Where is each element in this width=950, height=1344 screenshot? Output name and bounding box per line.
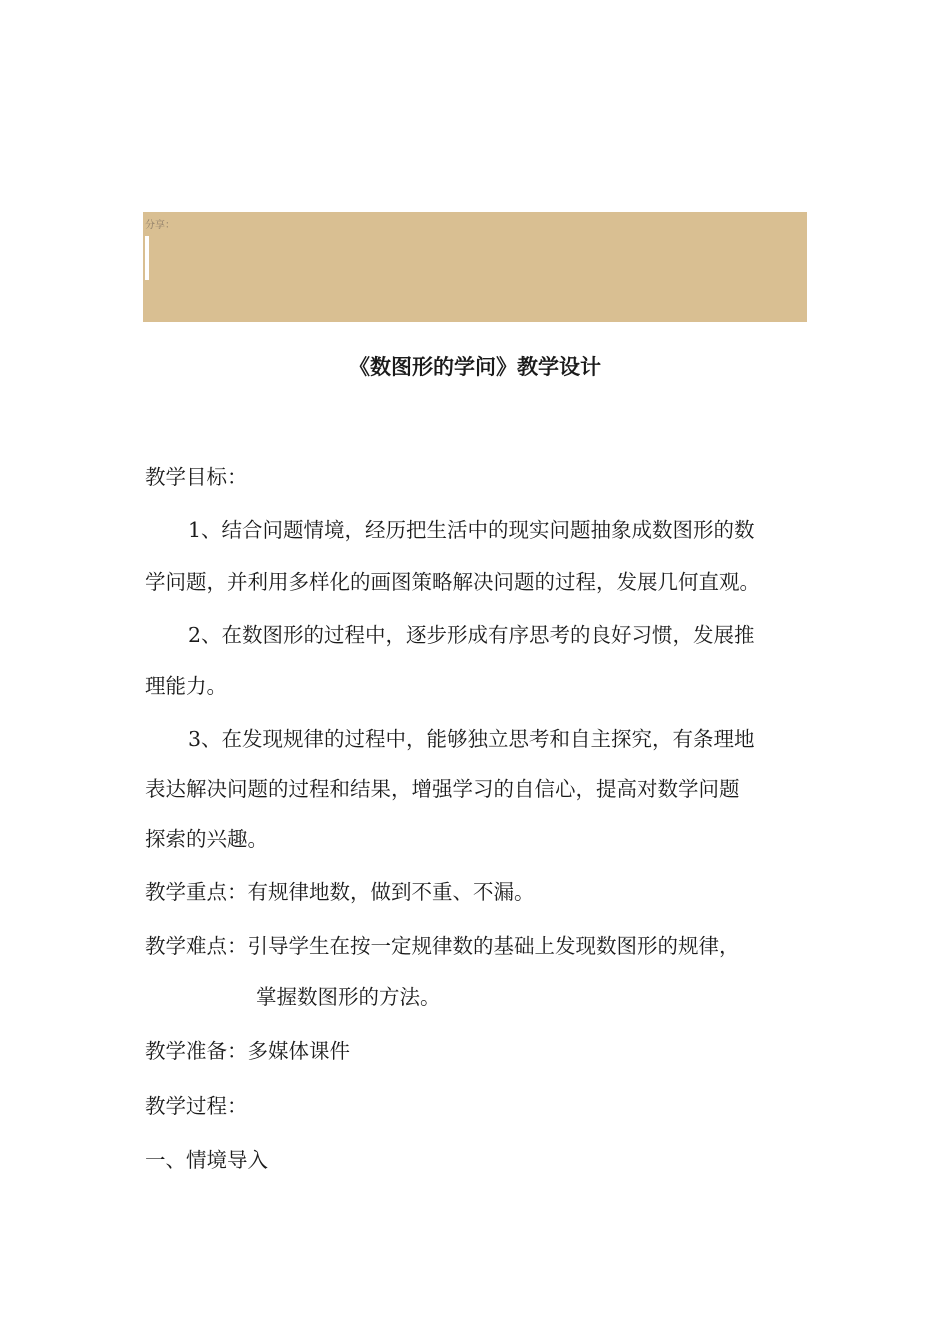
difficulty-line-2: 掌握数图形的方法。 <box>256 985 441 1009</box>
objective-2-line-2: 理能力。 <box>145 674 227 698</box>
share-label: 分享： <box>145 220 175 231</box>
preparation: 教学准备：多媒体课件 <box>145 1039 350 1063</box>
objective-1-line-1: 1、结合问题情境，经历把生活中的现实问题抽象成数图形的数 <box>188 518 755 542</box>
share-widget-placeholder[interactable] <box>145 236 149 280</box>
objective-2-line-1: 2、在数图形的过程中，逐步形成有序思考的良好习惯，发展推 <box>188 623 755 647</box>
document-title: 《数图形的学问》教学设计 <box>349 355 601 379</box>
section-1-heading: 一、情境导入 <box>145 1148 268 1172</box>
share-banner <box>143 212 807 322</box>
objective-3-line-1: 3、在发现规律的过程中，能够独立思考和自主探究，有条理地 <box>188 727 755 751</box>
difficulty-line-1: 教学难点：引导学生在按一定规律数的基础上发现数图形的规律， <box>145 934 740 958</box>
objective-3-line-2: 表达解决问题的过程和结果，增强学习的自信心，提高对数学问题 <box>145 777 740 801</box>
objectives-heading: 教学目标： <box>145 465 248 489</box>
objective-1-line-2: 学问题，并利用多样化的画图策略解决问题的过程，发展几何直观。 <box>145 570 760 594</box>
key-point: 教学重点：有规律地数，做到不重、不漏。 <box>145 880 535 904</box>
objective-3-line-3: 探索的兴趣。 <box>145 827 268 851</box>
process-heading: 教学过程： <box>145 1094 248 1118</box>
